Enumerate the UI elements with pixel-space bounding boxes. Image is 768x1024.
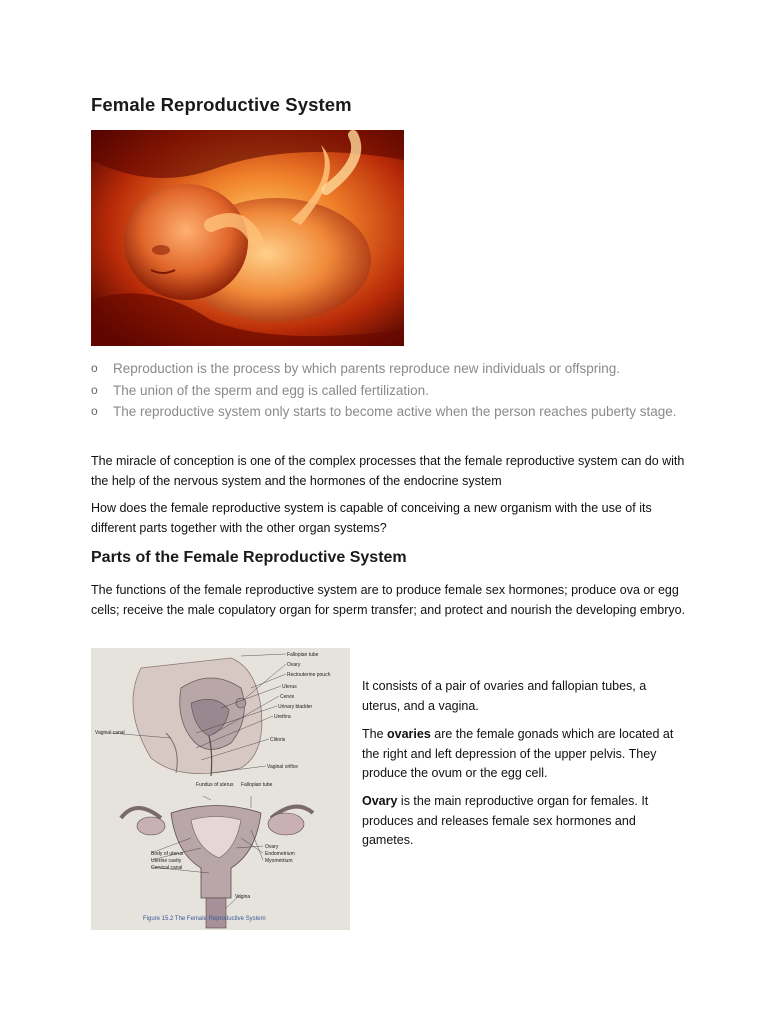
svg-text:Clitoris: Clitoris xyxy=(270,737,286,743)
svg-text:Figure 15.2 The Female Repro: Figure 15.2 The Female Reproductive System xyxy=(143,916,266,922)
fetus-illustration xyxy=(91,130,404,346)
functions-paragraph: The functions of the female reproductive system are to produce female sex hormones; produce ova or egg cells; receive the male copulatory organ for sperm transfer; and protect and nourish the developing embryo. xyxy=(91,583,686,617)
svg-text:Ovary: Ovary xyxy=(287,662,301,668)
conception-paragraph: The miracle of conception is one of the complex processes that the female reproductive system can do with the help of the nervous system and the hormones of the endocrine system xyxy=(91,454,685,488)
svg-text:Ovary: Ovary xyxy=(265,844,279,850)
svg-text:Urethra: Urethra xyxy=(274,714,291,720)
svg-text:Vagina: Vagina xyxy=(235,894,251,900)
structure-paragraph: It consists of a pair of ovaries and fallopian tubes, a uterus, and a vagina. xyxy=(362,679,647,713)
fetus-photo xyxy=(91,130,404,346)
svg-text:Urinary bladder: Urinary bladder xyxy=(278,704,313,710)
svg-text:Body of uterus: Body of uterus xyxy=(151,851,184,857)
svg-text:Endometrium: Endometrium xyxy=(265,851,295,857)
svg-text:Cervical canal: Cervical canal xyxy=(151,865,183,871)
svg-text:Uterine cavity: Uterine cavity xyxy=(151,858,182,864)
anatomy-illustration xyxy=(91,648,350,930)
bullet-marker: o xyxy=(91,382,98,397)
anatomy-diagram xyxy=(91,648,350,930)
svg-text:Rectouterine pouch: Rectouterine pouch xyxy=(287,672,331,678)
ovary-paragraph: Ovary is the main reproductive organ for females. It produces and releases female sex hormones and gametes. xyxy=(362,794,649,847)
svg-text:Myometrium: Myometrium xyxy=(265,858,293,864)
svg-text:Fundus of uterus: Fundus of uterus xyxy=(196,782,234,788)
page-title: Female Reproductive System xyxy=(91,94,352,115)
svg-text:Fallopian tube: Fallopian tube xyxy=(241,782,273,788)
svg-text:Vaginal canal: Vaginal canal xyxy=(95,730,125,736)
section-heading: Parts of the Female Reproductive System xyxy=(91,549,407,566)
svg-text:Uterus: Uterus xyxy=(282,684,297,690)
bullet-marker: o xyxy=(91,361,98,375)
list-item: o The union of the sperm and egg is called fertilization. xyxy=(91,380,681,402)
intro-bullet-list xyxy=(91,358,681,423)
question-paragraph: How does the female reproductive system is capable of conceiving a new organism with the use of its different parts together with the other organ systems? xyxy=(91,501,652,535)
svg-text:Vaginal orifice: Vaginal orifice xyxy=(267,764,299,770)
svg-text:Cervix: Cervix xyxy=(280,694,295,700)
list-item: o Reproduction is the process by which parents reproduce new individuals or offspring. xyxy=(91,358,681,380)
ovaries-paragraph: The ovaries are the female gonads which are located at the right and left depression of the upper pelvis. They produce the ovum or the egg cell. xyxy=(362,727,674,780)
list-item: o The reproductive system only starts to become active when the person reaches puberty stage. xyxy=(91,401,681,423)
bullet-marker: o xyxy=(91,404,98,418)
svg-text:Fallopian tube: Fallopian tube xyxy=(287,652,319,658)
